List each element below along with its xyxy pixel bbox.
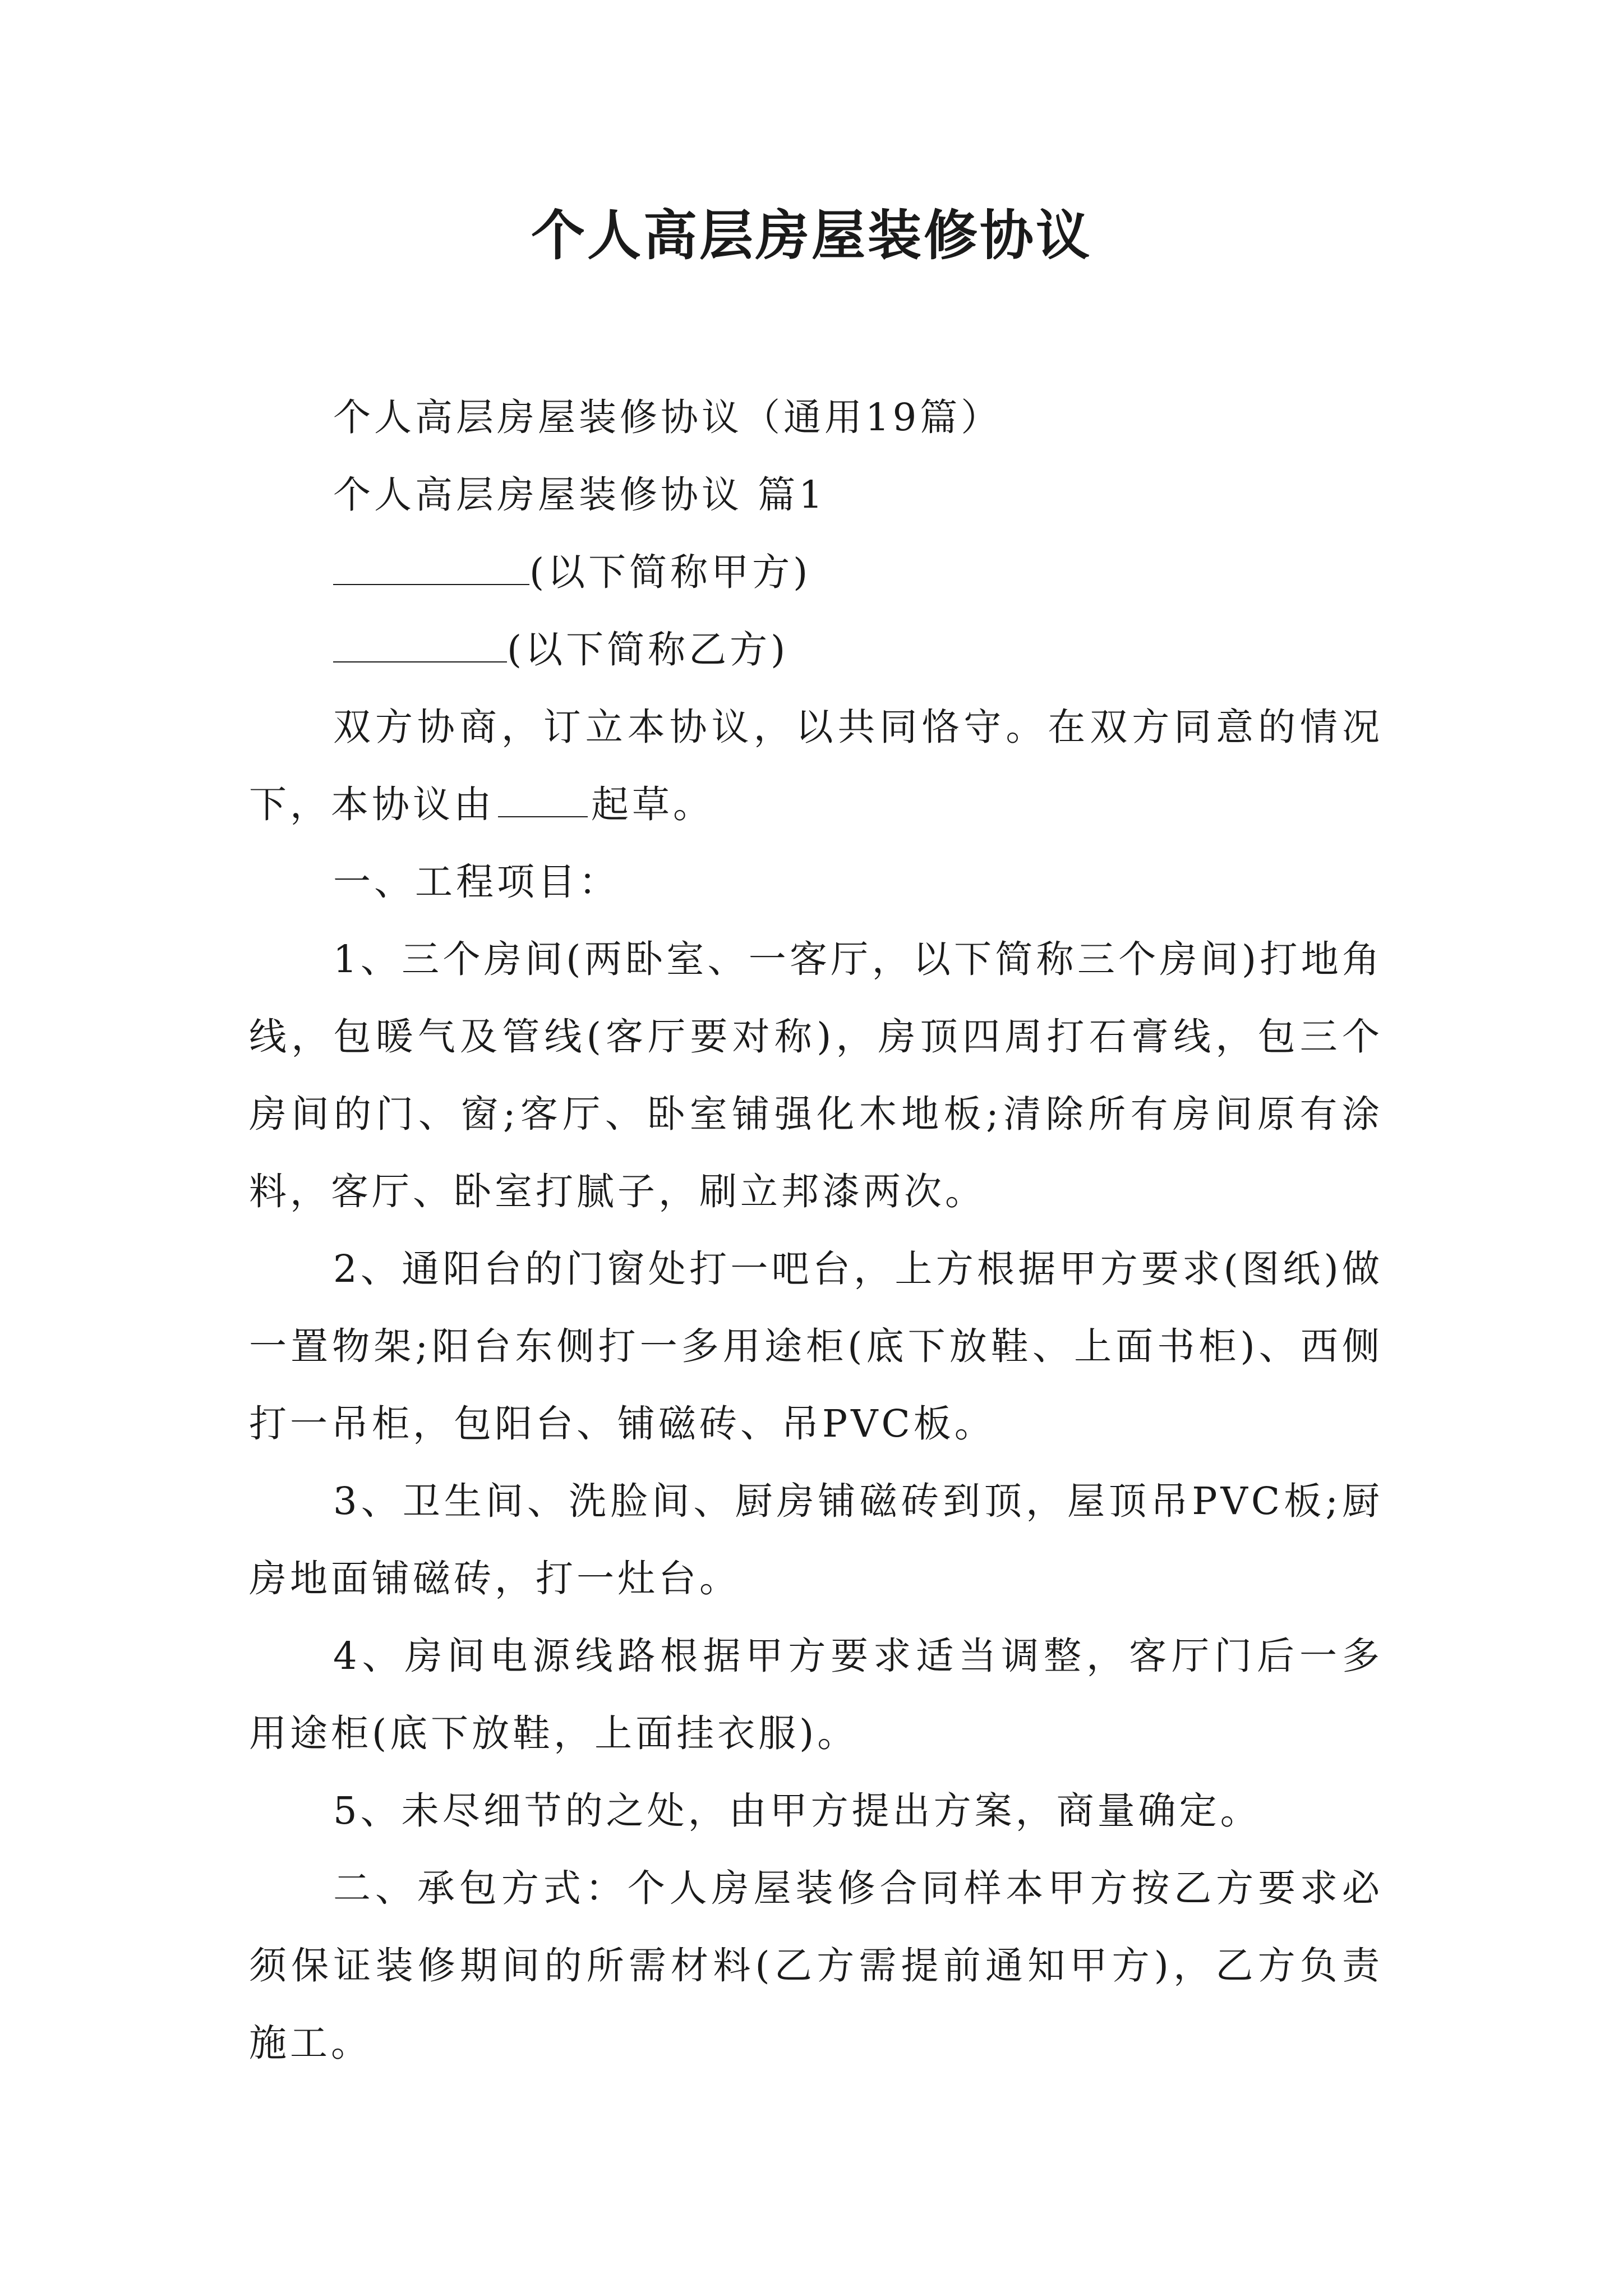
section1-heading: 一、工程项目： — [333, 860, 620, 904]
section2-paragraph: 二、承包方式：个人房屋装修合同样本甲方按乙方要求必须保证装修期间的所需材料(乙方需提前通知甲方)，乙方负责施工。 — [249, 1866, 1383, 2065]
item-4: 4、房间电源线路根据甲方要求适当调整，客厅门后一多用途柜(底下放鞋，上面挂衣服)。 — [249, 1634, 1383, 1755]
intro-text-2: 起草。 — [591, 783, 714, 826]
item-5: 5、未尽细节的之处，由甲方提出方案，商量确定。 — [333, 1789, 1261, 1833]
party-a-label: (以下简称甲方) — [529, 550, 811, 594]
intro-text-1: 双方协商，订立本协议，以共同恪守。在双方同意的情况下，本协议由 — [249, 705, 1383, 826]
document-title: 个人高层房屋装修协议 — [531, 204, 1092, 267]
party-b-blank — [333, 627, 507, 662]
intro-paragraph — [249, 688, 1383, 843]
document-subtitle: 个人高层房屋装修协议（通用19篇） — [333, 395, 1002, 439]
party-a-line — [249, 533, 1383, 611]
document-body — [249, 379, 1383, 2082]
party-a-blank — [333, 549, 529, 585]
party-b-line — [249, 611, 1383, 688]
item-3: 3、卫生间、洗脸间、厨房铺磁砖到顶，屋顶吊PVC板;厨房地面铺磁砖，打一灶台。 — [249, 1479, 1383, 1600]
drafter-blank — [498, 781, 588, 817]
item-2: 2、通阳台的门窗处打一吧台，上方根据甲方要求(图纸)做一置物架;阳台东侧打一多用途柜(底下放鞋、上面书柜)、西侧打一吊柜，包阳台、铺磁砖、吊PVC板。 — [249, 1247, 1383, 1446]
section-heading: 个人高层房屋装修协议 篇1 — [333, 473, 826, 517]
party-b-label: (以下简称乙方) — [507, 628, 789, 671]
item-1: 1、三个房间(两卧室、一客厅，以下简称三个房间)打地角线，包暖气及管线(客厅要对称)，房顶四周打石膏线，包三个房间的门、窗;客厅、卧室铺强化木地板;清除所有房间原有涂料，客厅、卧室打腻子，刷立邦漆两次。 — [249, 937, 1383, 1213]
